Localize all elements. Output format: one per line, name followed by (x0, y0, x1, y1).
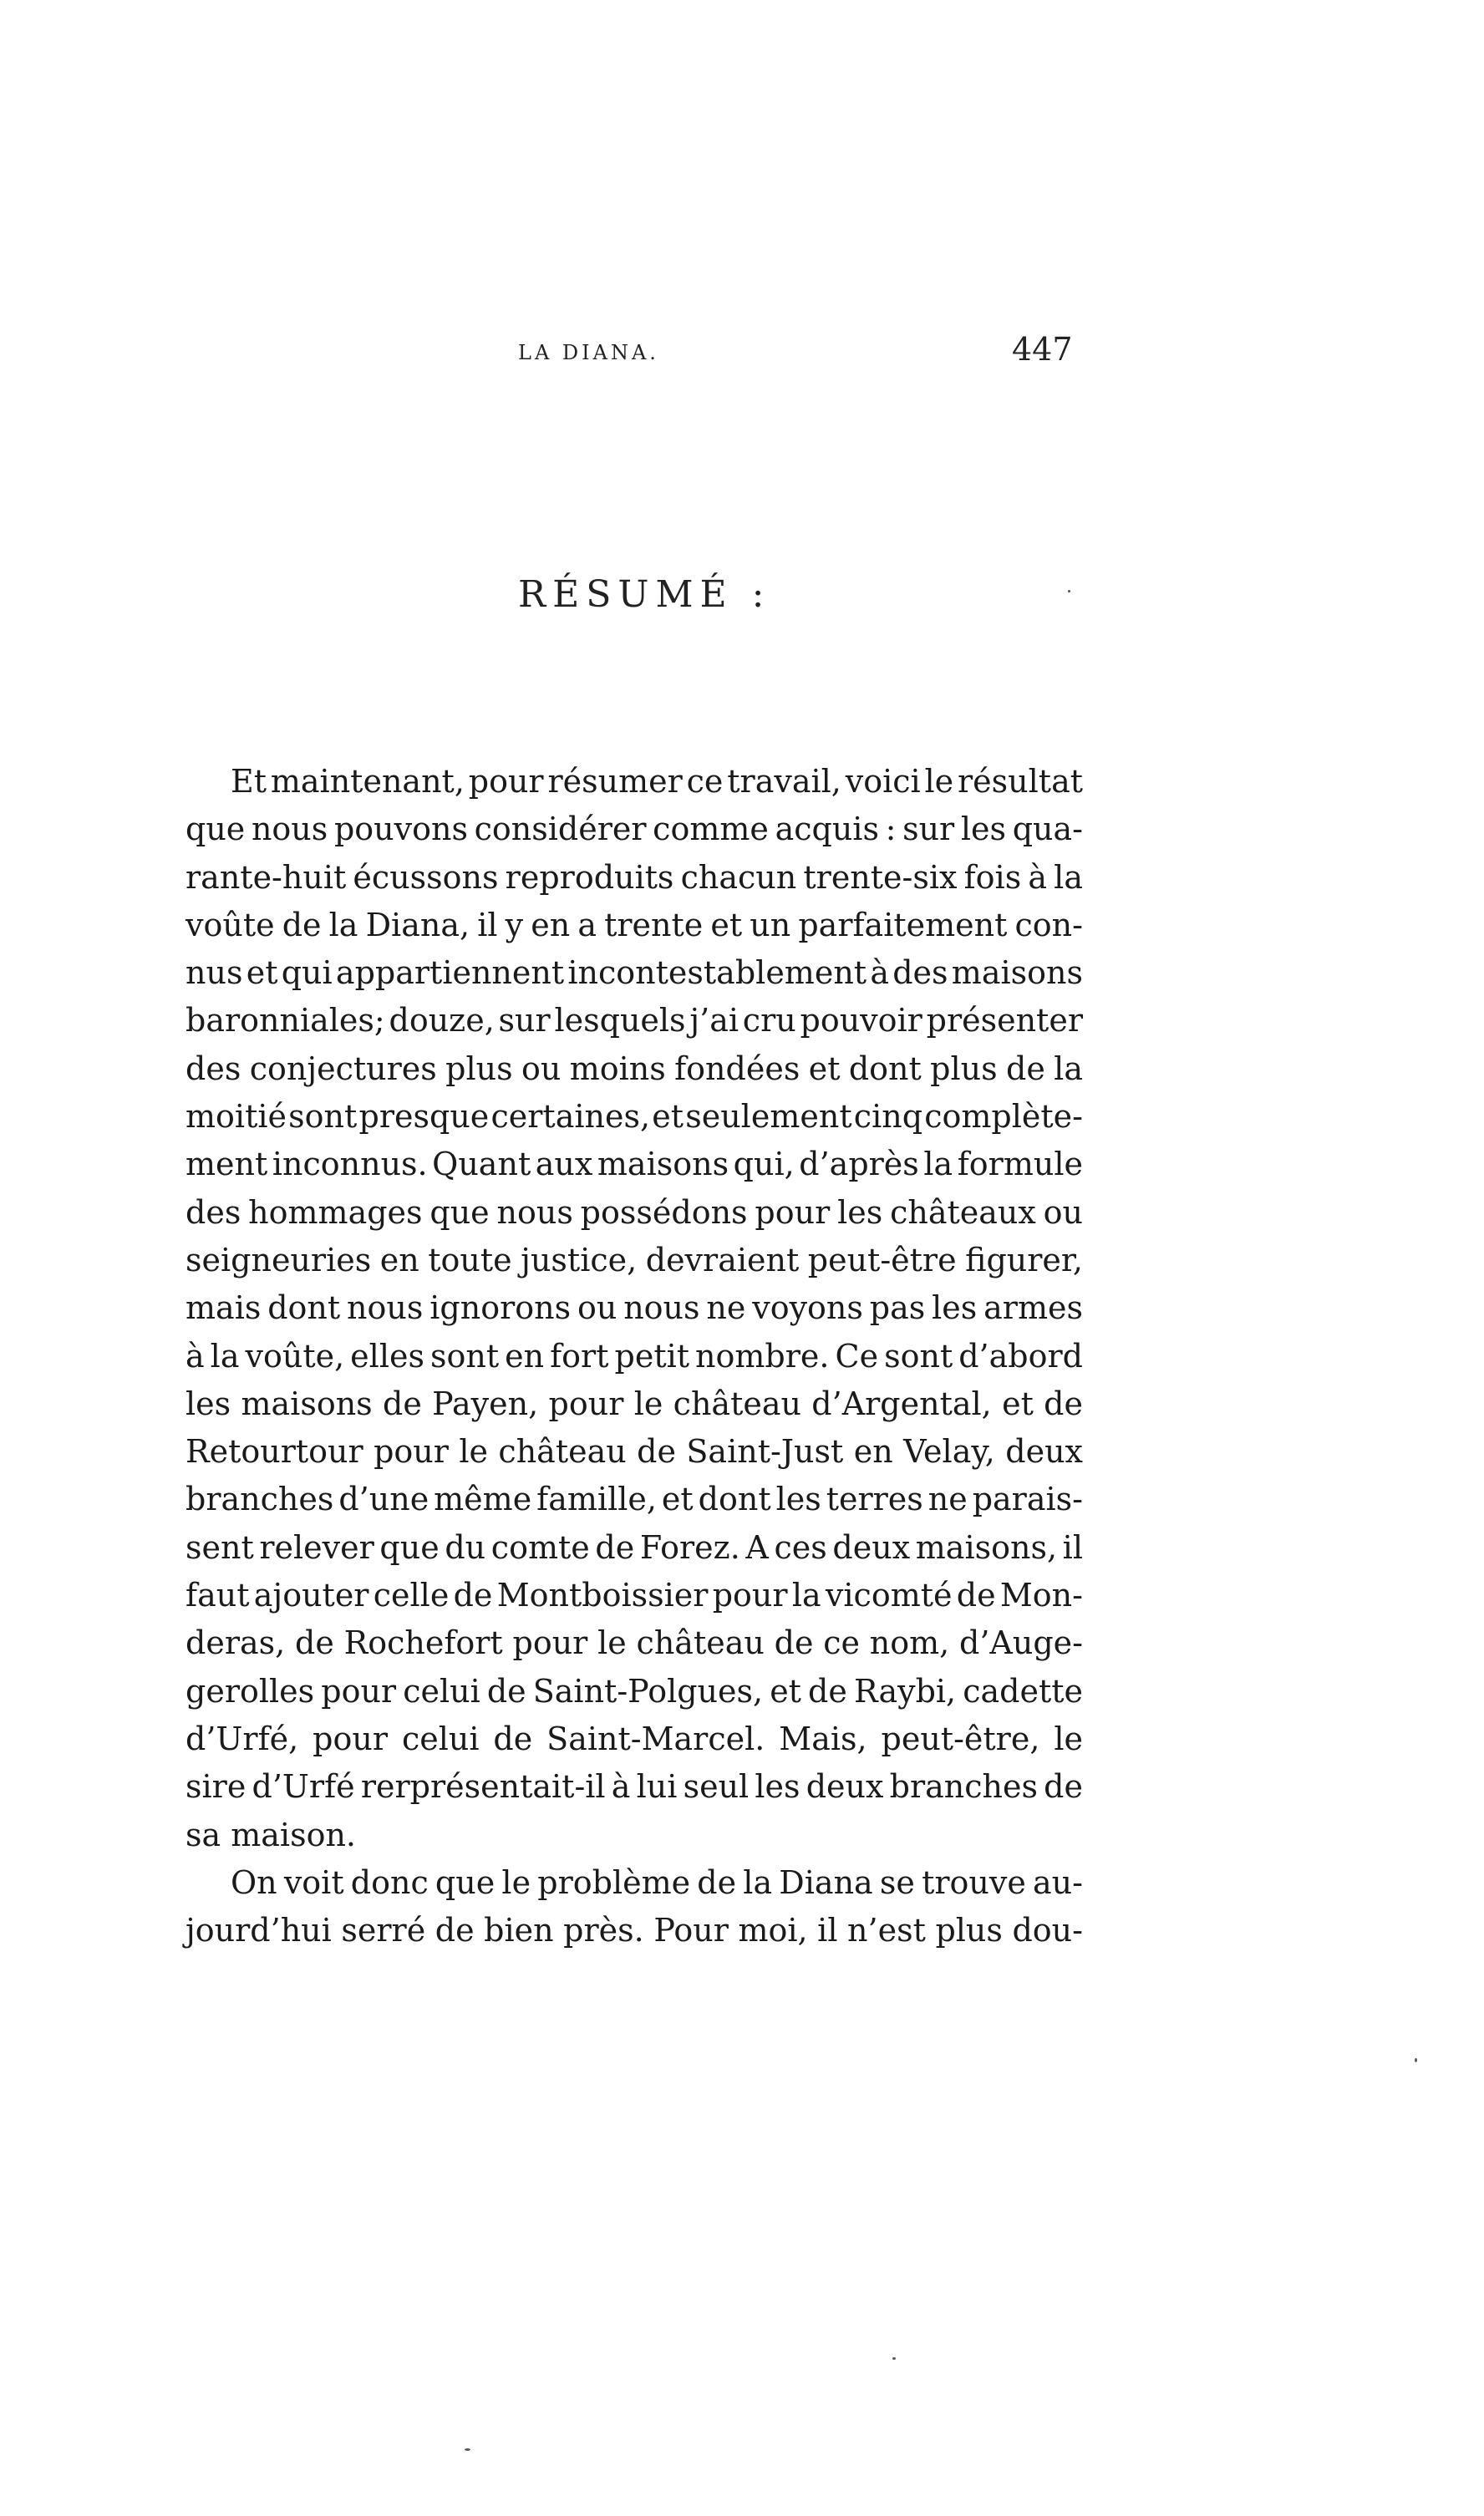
text-line: ment inconnus. Quant aux maisons qui, d’après la formule (186, 1146, 1083, 1183)
text-line: que nous pouvons considérer comme acquis : sur les qua- (186, 811, 1083, 848)
text-line: nus et qui appartiennent incontestablement à des maisons (186, 954, 1083, 992)
running-head: LA DIANA. (518, 341, 659, 364)
paragraph (186, 758, 1083, 1859)
text-line: sent relever que du comte de Forez. A ces deux maisons, il (186, 1528, 1083, 1566)
print-speck (892, 2357, 896, 2360)
text-line: les maisons de Payen, pour le château d’Argental, et de (186, 1385, 1083, 1422)
text-line: Retourtour pour le château de Saint-Just en Velay, deux (186, 1433, 1083, 1471)
section-title: RÉSUMÉ : (518, 573, 771, 616)
text-line: branches d’une même famille, et dont les terres ne parais- (186, 1481, 1083, 1518)
text-line: sa maison. (186, 1816, 357, 1853)
text-line: moitié sont presque certaines, et seulement cinq complète- (186, 1098, 1083, 1136)
paragraph (186, 1859, 1083, 1955)
body-text (186, 758, 1083, 1954)
text-line: jourd’hui serré de bien près. Pour moi, il n’est plus dou- (186, 1912, 1083, 1949)
text-line: des conjectures plus ou moins fondées et dont plus de la (186, 1050, 1083, 1087)
text-line: rante-huit écussons reproduits chacun trente-six fois à la (186, 858, 1083, 896)
text-line: On voit donc que le problème de la Diana se trouve au- (231, 1863, 1083, 1901)
text-line: deras, de Rochefort pour le château de ce nom, d’Auge- (186, 1624, 1083, 1662)
text-line: Et maintenant, pour résumer ce travail, voici le résultat (231, 763, 1083, 800)
text-line: à la voûte, elles sont en fort petit nombre. Ce sont d’abord (186, 1337, 1083, 1375)
page-number: 447 (1012, 331, 1073, 368)
text-line: sire d’Urfé rerprésentait-il à lui seul les deux branches de (186, 1768, 1083, 1806)
text-line: d’Urfé, pour celui de Saint-Marcel. Mais, peut-être, le (186, 1720, 1083, 1757)
print-speck (465, 2448, 470, 2451)
text-line: voûte de la Diana, il y en a trente et un parfaitement con- (186, 906, 1083, 943)
text-line: faut ajouter celle de Montboissier pour la vicomté de Mon- (186, 1577, 1083, 1614)
text-line: gerolles pour celui de Saint-Polgues, et de Raybi, cadette (186, 1672, 1083, 1710)
print-speck (1068, 590, 1070, 592)
print-speck (1415, 2058, 1417, 2062)
text-line: seigneuries en toute justice, devraient peut-être figurer, (186, 1241, 1083, 1278)
text-line: des hommages que nous possédons pour les châteaux ou (186, 1193, 1083, 1231)
text-line: baronniales; douze, sur lesquels j’ai cru pouvoir présenter (186, 1002, 1083, 1039)
text-line: mais dont nous ignorons ou nous ne voyons pas les armes (186, 1289, 1083, 1327)
